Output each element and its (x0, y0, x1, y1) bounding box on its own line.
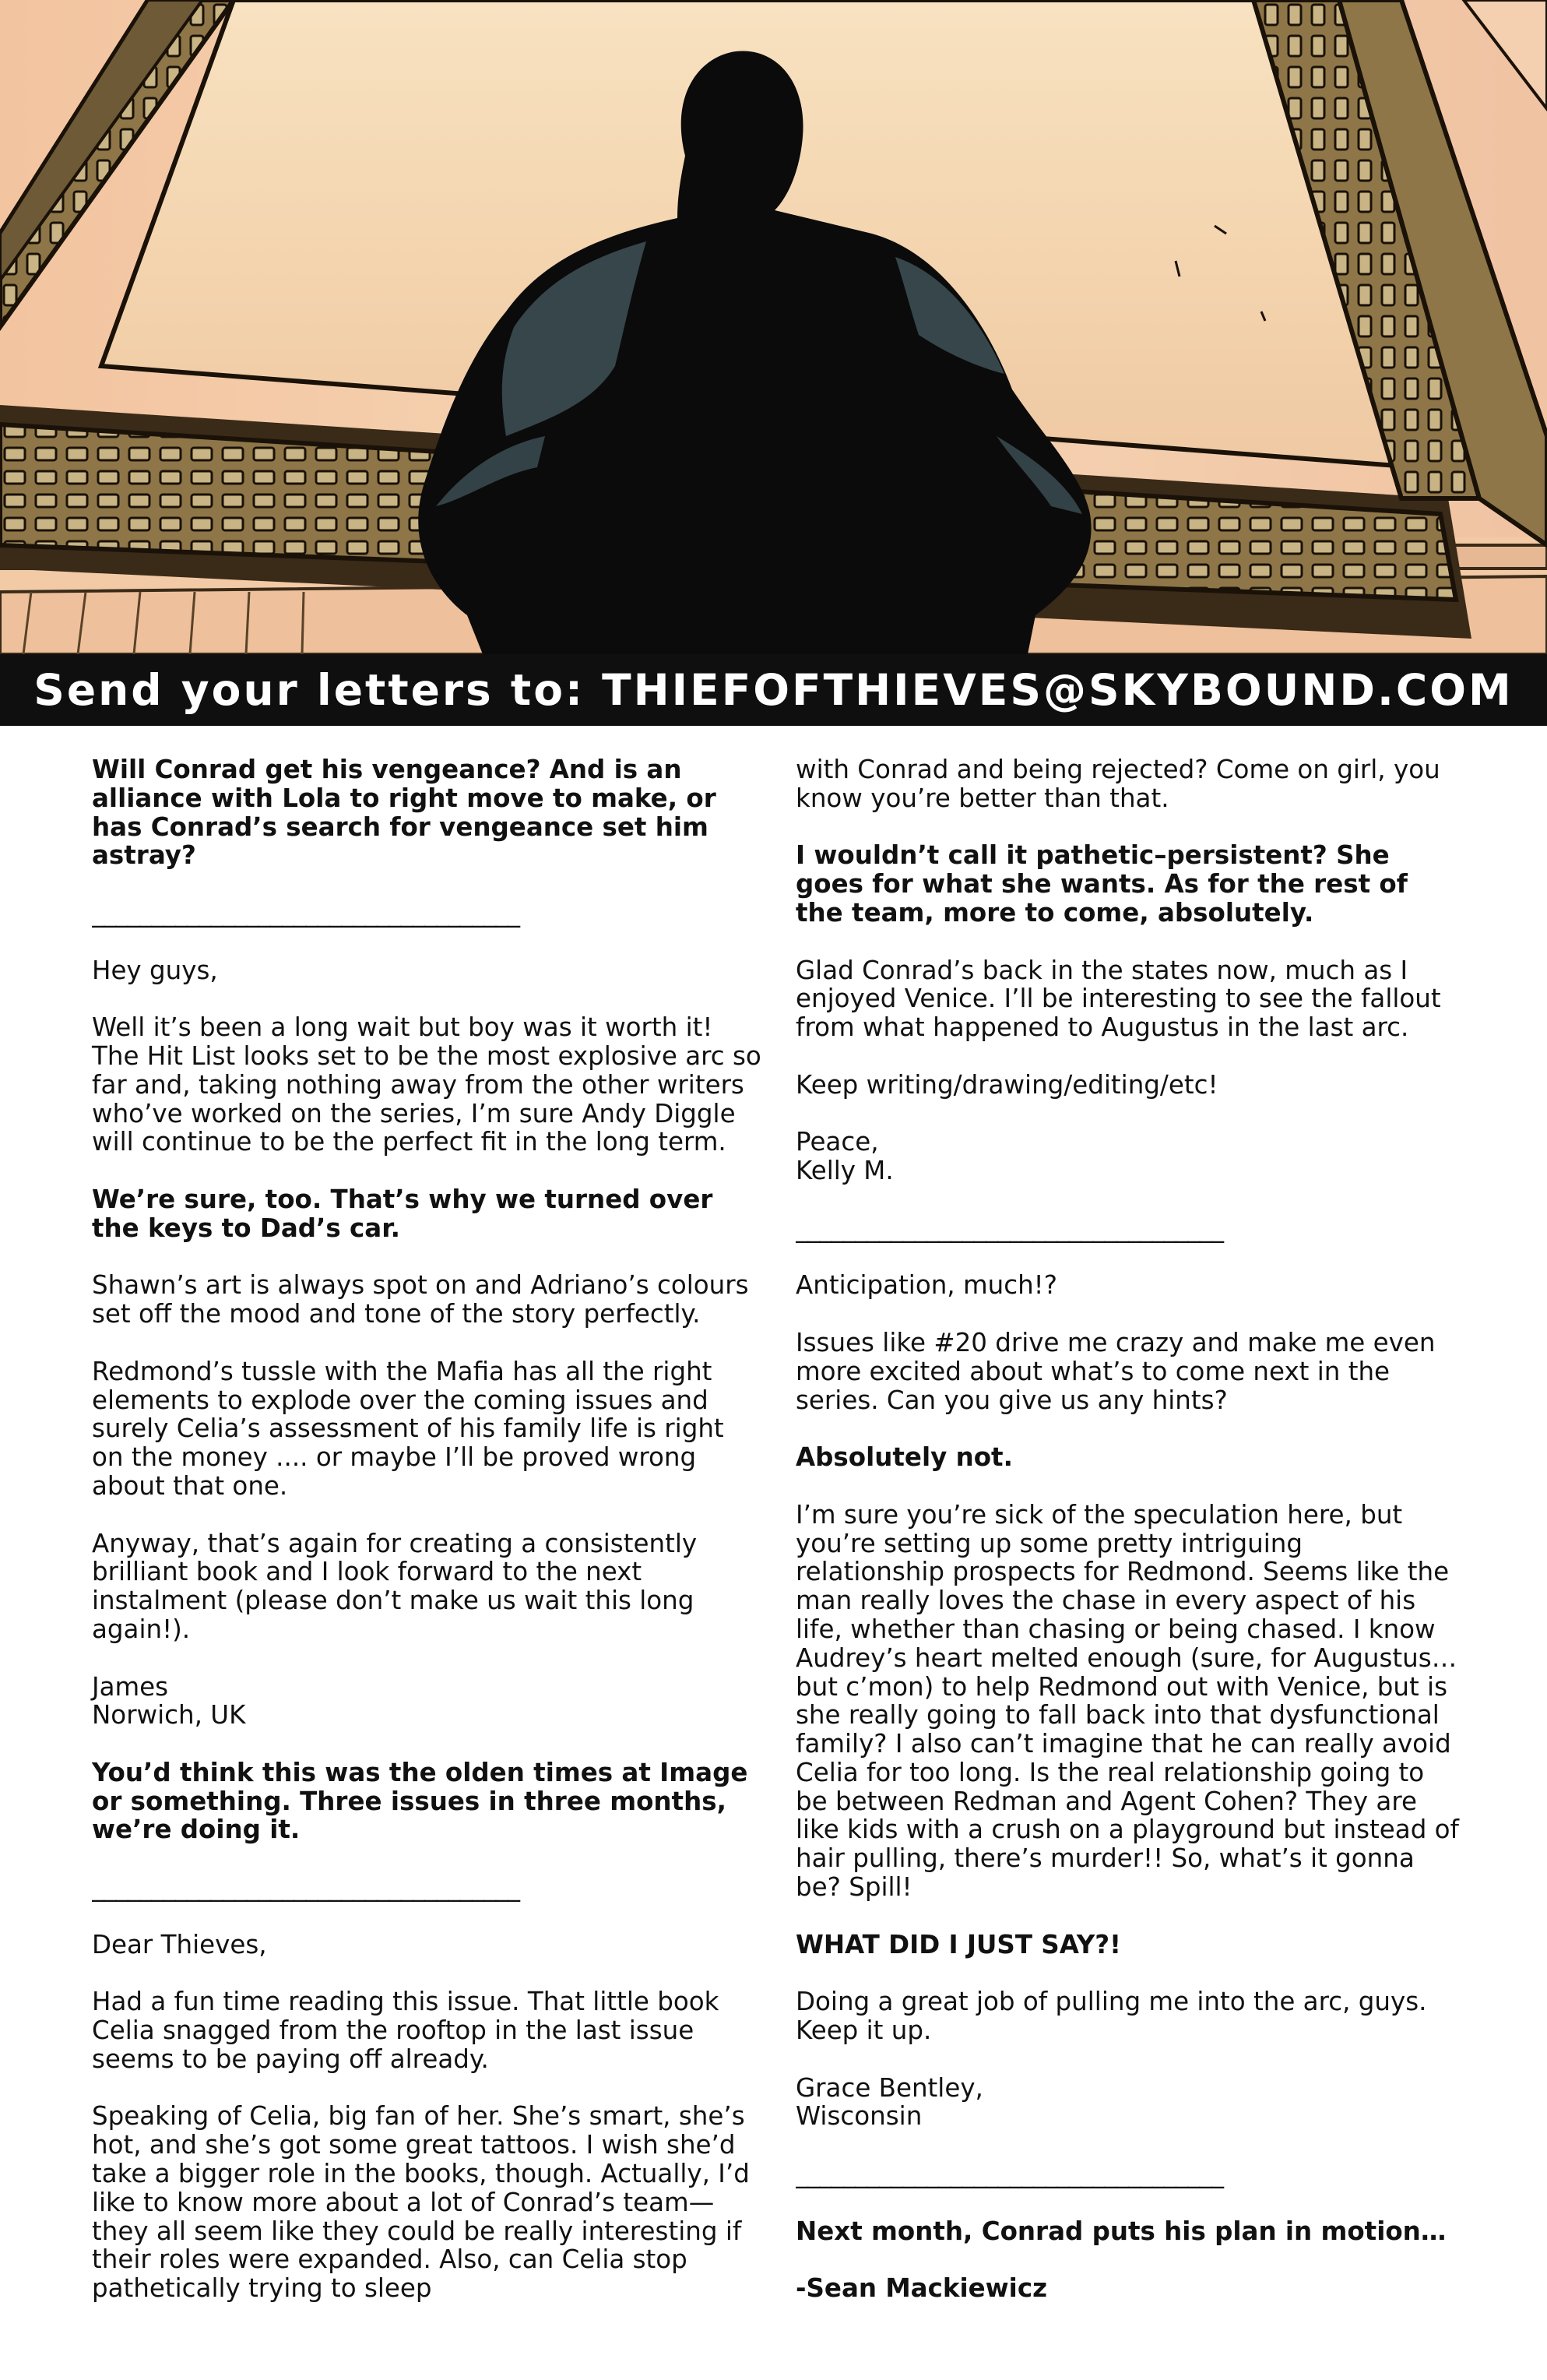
letters-banner (0, 654, 1547, 726)
letters-column-left (92, 755, 763, 2303)
divider-rule: ____________________________________ (796, 1213, 1223, 1243)
divider-rule: ____________________________________ (92, 898, 519, 928)
editor-reply: You’d think this was the olden times at Image or something. Three issues in three months, we’re doing it. (92, 1757, 748, 1845)
letter-signature: Peace, Kelly M. (796, 1127, 894, 1186)
next-month-teaser: Next month, Conrad puts his plan in motion… (796, 2216, 1447, 2246)
letter-paragraph: Issues like #20 drive me crazy and make me even more excited about what’s to come next in the series. Can you give us any hints? (796, 1327, 1436, 1415)
letter-paragraph: with Conrad and being rejected? Come on girl, you know you’re better than that. (796, 755, 1440, 813)
editor-reply: We’re sure, too. That’s why we turned over the keys to Dad’s car. (92, 1184, 713, 1243)
letter-paragraph: Keep writing/drawing/editing/etc! (796, 1069, 1218, 1100)
letter-paragraph: Shawn’s art is always spot on and Adriano’s colours set off the mood and tone of the story perfectly. (92, 1270, 749, 1329)
letters-column-right (796, 755, 1459, 2303)
letter-paragraph: Anticipation, much!? (796, 1270, 1057, 1301)
letter-signature: James Norwich, UK (92, 1671, 246, 1730)
editor-signature: -Sean Mackiewicz (796, 2273, 1048, 2304)
editor-intro: Will Conrad get his vengeance? And is an alliance with Lola to right move to make, or has Conrad’s search for vengeance set him astray? (92, 755, 716, 871)
letter-greeting: Dear Thieves, (92, 1929, 267, 1959)
divider-rule: ____________________________________ (796, 2160, 1223, 2188)
editor-reply: WHAT DID I JUST SAY?! (796, 1929, 1121, 1959)
editor-reply: I wouldn’t call it pathetic–persistent? She goes for what she wants. As for the rest of the team, more to come, absolutely. (796, 840, 1408, 928)
letter-paragraph: Had a fun time reading this issue. That little book Celia snagged from the rooftop in the last issue seems to be paying off already. (92, 1987, 719, 2074)
letter-paragraph: Speaking of Celia, big fan of her. She’s smart, she’s hot, and she’s got some great tattoos. I wish she’d take a bigger role in the books, though. Actually, I’d like to know more about a lot of Conrad’s team—they all seem like they could be really interesting if their roles were expanded. Also, can Celia stop pathetically trying to sleep (92, 2101, 750, 2304)
letter-signature: Grace Bentley, Wisconsin (796, 2072, 983, 2132)
silhouette-illustration (0, 0, 1547, 654)
letter-greeting: Hey guys, (92, 955, 218, 985)
letter-paragraph: Doing a great job of pulling me into the arc, guys. Keep it up. (796, 1987, 1427, 2046)
divider-rule: ____________________________________ (92, 1873, 519, 1902)
letter-paragraph: I’m sure you’re sick of the speculation here, but you’re setting up some pretty intriguing relationship prospects for Redmond. Seems like the man really loves the chase in every aspect of his life, whether than chasing or being chased. I know Audrey’s heart melted enough (sure, for Augustus… but c’mon) to help Redmond out with Venice, but is she really going to fall back into that dysfunctional family? I also can’t imagine that he can really avoid Celia for too long. Is the real relationship going to be between Redman and Agent Cohen? They are like kids with a crush on a playground but instead of hair pulling, there’s murder!! So, what’s it gonna be? Spill! (796, 1499, 1459, 1903)
letter-paragraph: Glad Conrad’s back in the states now, much as I enjoyed Venice. I’ll be interesting to see the fallout from what happened to Augustus in the last arc. (796, 955, 1441, 1043)
letter-paragraph: Well it’s been a long wait but boy was it worth it! The Hit List looks set to be the most explosive arc so far and, taking nothing away from the other writers who’ve worked on the series, I’m sure Andy Diggle will continue to be the perfect fit in the long term. (92, 1012, 761, 1157)
header-artwork (0, 0, 1547, 654)
letter-paragraph: Anyway, that’s again for creating a consistently brilliant book and I look forward to the next instalment (please don’t make us wait this long again!). (92, 1528, 698, 1644)
letter-paragraph: Redmond’s tussle with the Mafia has all the right elements to explode over the coming issues and surely Celia’s assessment of his family life is right on the money .... or maybe I’ll be proved wrong about that one. (92, 1356, 724, 1501)
editor-reply: Absolutely not. (796, 1442, 1013, 1473)
banner-email-text: Send your letters to: THIEFOFTHIEVES@SKYBOUND.COM (33, 665, 1514, 715)
